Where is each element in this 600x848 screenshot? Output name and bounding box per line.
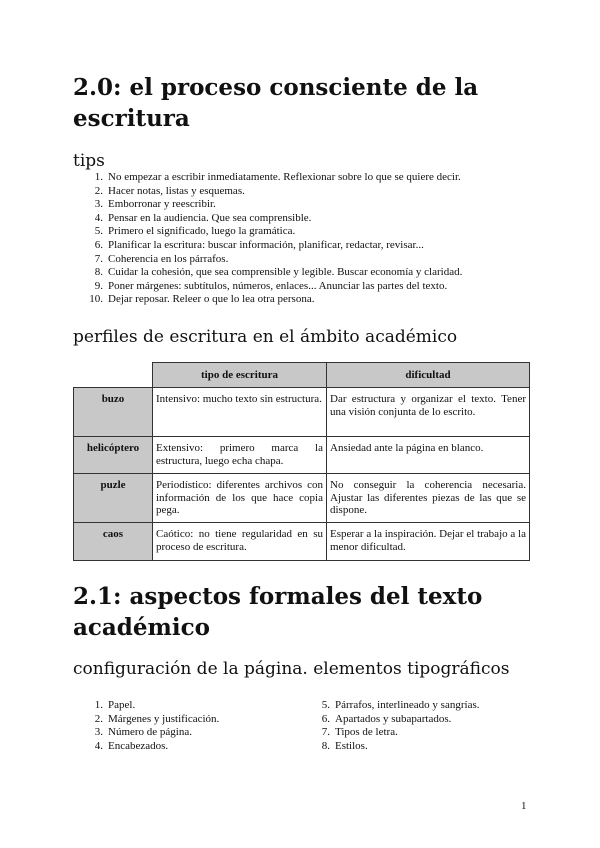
list-item: 8. Cuidar la cohesión, que sea comprensible y legible. Buscar economía y claridad.: [94, 266, 463, 279]
list-item: 1. Papel.: [94, 699, 136, 711]
list-item: 1. No empezar a escribir inmediatamente. Reflexionar sobre lo que se quiere decir.: [94, 171, 461, 183]
table-row: [74, 388, 530, 437]
page-number: 1: [521, 800, 527, 812]
list-item: 4. Pensar en la audiencia. Que sea comprensible.: [94, 211, 312, 224]
type-cell: Intensivo: mucho texto sin estructura.: [153, 388, 327, 437]
difficulty-cell: Ansiedad ante la página en blanco.: [327, 437, 530, 474]
table-corner-cell: [74, 363, 153, 388]
list-item: 3. Número de página.: [94, 726, 192, 739]
table-row: [74, 437, 530, 474]
list-item: 5. Párrafos, interlineado y sangrías.: [321, 699, 480, 711]
list-item: 4. Encabezados.: [94, 739, 169, 752]
column-header-difficulty: dificultad: [327, 363, 530, 388]
table-row: [74, 523, 530, 561]
config-list-right: [307, 699, 479, 753]
section-title-2-0: 2.0: el proceso consciente de la escritura: [73, 74, 479, 132]
list-item: 2. Hacer notas, listas y esquemas.: [94, 184, 245, 197]
section-title-2-1: 2.1: aspectos formales del texto académico: [73, 583, 483, 641]
column-header-type: tipo de escritura: [153, 363, 327, 388]
list-item: 6. Planificar la escritura: buscar información, planificar, redactar, revisar...: [94, 238, 424, 251]
row-header: helicóptero: [74, 437, 153, 474]
type-cell: Extensivo: primero marca la estructura, luego echa chapa.: [153, 437, 327, 474]
difficulty-cell: Esperar a la inspiración. Dejar el trabajo a la menor dificultad.: [327, 523, 530, 561]
list-item: 9. Poner márgenes: subtítulos, números, enlaces... Anunciar las partes del texto.: [94, 279, 448, 292]
type-cell: Periodístico: diferentes archivos con información de los que hace copia pega.: [153, 474, 327, 523]
config-list-left: [80, 699, 219, 753]
difficulty-cell: No conseguir la coherencia necesaria. Ajustar las diferentes piezas de las que se dispone.: [327, 474, 530, 523]
config-heading: configuración de la página. elementos tipográficos: [73, 659, 510, 679]
list-item: 7. Tipos de letra.: [321, 726, 398, 739]
row-header: buzo: [74, 388, 153, 437]
list-item: 10. Dejar reposar. Releer o que lo lea otra persona.: [89, 293, 315, 306]
list-item: 3. Emborronar y reescribir.: [94, 198, 216, 211]
row-header: caos: [74, 523, 153, 561]
profiles-heading: perfiles de escritura en el ámbito académico: [73, 327, 458, 347]
type-cell: Caótico: no tiene regularidad en su proceso de escritura.: [153, 523, 327, 561]
tips-heading: tips: [73, 151, 105, 171]
difficulty-cell: Dar estructura y organizar el texto. Tener una visión conjunta de lo escrito.: [327, 388, 530, 437]
row-header: puzle: [74, 474, 153, 523]
list-item: 6. Apartados y subapartados.: [321, 712, 452, 725]
table-row: [74, 474, 530, 523]
table-header-row: [74, 363, 530, 388]
list-item: 2. Márgenes y justificación.: [94, 712, 220, 725]
tips-list: [80, 171, 462, 307]
list-item: 5. Primero el significado, luego la gramática.: [94, 225, 296, 238]
list-item: 8. Estilos.: [321, 739, 368, 752]
list-item: 7. Coherencia en los párrafos.: [94, 252, 229, 265]
writing-profiles-table: [73, 362, 530, 561]
